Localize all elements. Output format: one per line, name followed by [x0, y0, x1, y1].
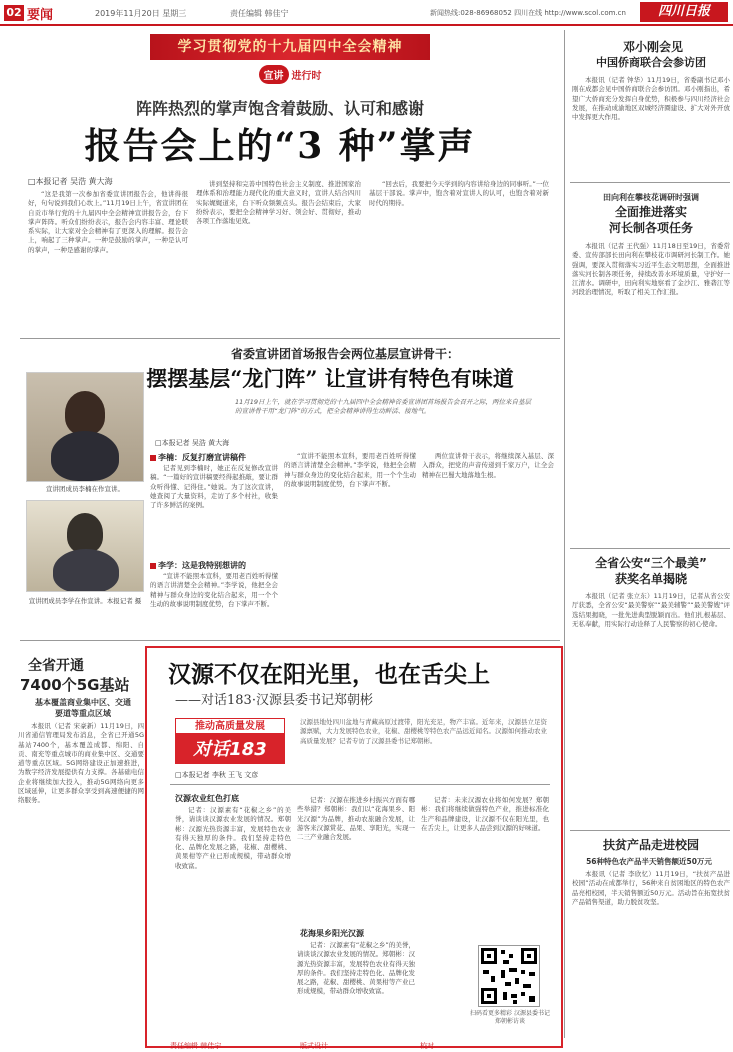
second-body-col1: 记者见到李楠时，她正在反复修改宣讲稿。“一篇好的宣讲稿要经得起推敲，要让群众听得懂、记得住。”她说。为了这次宣讲，她查阅了大量资料，走访了多个村社，收集了许多鲜活的案例。: [150, 464, 278, 510]
second-body-col1b: “宣讲不能照本宣科，要用老百姓听得懂的语言讲清楚全会精神。”李学说，他把全会精神与群众身边的变化结合起来，用一个个生动的故事说明制度优势，台下掌声不断。: [150, 572, 278, 608]
masthead-editor: 责任编辑 韩佳宁: [230, 9, 289, 18]
square-bullet-icon: [150, 455, 156, 461]
lead-headline: 报告会上的“3 种”掌声: [84, 125, 476, 167]
footer-editor: 责任编辑 韩佳宁: [170, 1042, 222, 1050]
feature-body-col3: 记者：未来汉源农业将如何发展？郑朝彬：我们将继续做强特色产业，推进标准化生产和品牌建设，让汉源不仅在阳光里，也在舌尖上，让更多人品尝到汉源的好味道。: [421, 796, 549, 832]
photo-caption-1: 宣讲团成员李楠在作宣讲。: [46, 485, 124, 493]
newspaper-logo: 四川日报: [640, 2, 728, 22]
news-hotline: 新闻热线:028-86968052 四川在线 http://www.scol.com.cn: [430, 9, 626, 17]
issue-date: 2019年11月20日 星期三: [95, 9, 187, 18]
section-name: 要闻: [27, 8, 54, 23]
subhead-lixue: 李学：这是我特别想讲的: [150, 560, 246, 571]
photo-caption-2: 宣讲团成员李学在作宣讲。本报记者 摄: [28, 597, 142, 605]
5g-title-line2: 7400个5G基站: [20, 676, 130, 694]
page-number: 02: [4, 5, 24, 21]
masthead: [0, 0, 733, 26]
feature-body-col2: 记者：汉源在推进乡村振兴方面有哪些举措？郑朝彬：我们以“花海果乡、阳光汉源”为品牌，推动农旅融合发展，让游客来汉源赏花、品果、享阳光，实现一二三产业融合发展。: [297, 796, 415, 842]
5g-title-line1: 全省开通: [28, 658, 84, 674]
second-kicker: 省委宣讲团首场报告会两位基层宣讲骨干：: [230, 347, 459, 361]
column-divider: [564, 30, 565, 1038]
5g-subtitle-1: 基本覆盖商业集中区、交通: [35, 698, 131, 707]
feature-headline: 汉源不仅在阳光里，也在舌尖上: [168, 661, 490, 688]
divider: [20, 338, 560, 339]
second-body-col2: “宣讲不能照本宣科，要用老百姓听得懂的语言讲清楚全会精神。”李学说，他把全会精神与群众身边的变化结合起来，用一个个生动的故事说明制度优势，台下掌声不断。: [284, 452, 416, 488]
qr-code[interactable]: [478, 945, 540, 1007]
divider: [570, 182, 730, 183]
second-body-col3: 两位宣讲骨干表示，将继续深入基层、深入群众，把党的声音传递到千家万户，让全会精神在巴蜀大地落地生根。: [422, 452, 554, 479]
badge-top-text: 推动高质量发展: [175, 718, 285, 734]
xuanjiang-badge: 宣讲: [259, 65, 289, 84]
divider: [570, 548, 730, 549]
r2-body: 本报讯（记者 王代强）11月18日至19日，省委常委、宣传部部长田向利在攀枝花市调研河长制工作。她强调，要深入贯彻落实习近平生态文明思想，全面推进落实河长制各项任务，持续改善水环境质量，守护好一江清水。调研中，田向利实地察看了金沙江、雅砻江等河段治理情况，听取了相关工作汇报。: [572, 242, 730, 297]
badge-bottom-text: 对话183: [193, 739, 267, 760]
photo-linan: [26, 372, 144, 482]
badge-suffix: 进行时: [291, 71, 322, 82]
feature-subtitle: ——对话183·汉源县委书记郑朝彬: [175, 693, 373, 708]
lead-body-col1: “这是我第一次参加省委宣讲团报告会，他讲得很好，句句说到我们心坎上。”11月19日上午，省宣讲团在自贡市举行党的十九届四中全会精神宣讲报告会，台下掌声阵阵。听众们纷纷表示，报告会内容丰富、理论联系实际，让大家对全会精神有了更深入的理解。报告会上，响起了三种掌声。一种是鼓励的掌声，一种是认可的掌声，一种是感谢的掌声。: [28, 190, 188, 254]
second-headline: 摆摆基层“龙门阵” 让宣讲有特色有味道: [146, 366, 514, 391]
lead-body-col2: 讲到坚持和完善中国特色社会主义制度、推进国家治理体系和治理能力现代化的重大意义时，宣讲人结合四川实际娓娓道来，台下听众频频点头。报告会结束后，大家纷纷表示，要把全会精神学习好、领会好、贯彻好，推动各项工作落地见效。: [196, 180, 361, 226]
r4-body: 本报讯（记者 李欣忆）11月19日，“扶贫产品进校园”活动在成都举行，56种来自贫困地区的特色农产品亮相校园，半天销售额近50万元。活动旨在拓宽扶贫产品销售渠道，助力脱贫攻坚。: [572, 870, 730, 906]
r3-title-line1: 全省公安“三个最美”: [595, 556, 707, 570]
r4-subtitle: 56种特色农产品半天销售额近50万元: [586, 857, 712, 866]
feature-badge: [175, 718, 285, 764]
feature-body-col2b: 记者：汉源素有“花椒之乡”的美誉，请谈谈汉源农业发展的情况。郑朝彬：汉源光热资源丰富，发展特色农业有得天独厚的条件。我们坚持走特色化、品牌化发展之路，花椒、甜樱桃、黄果柑等产业已形成规模，带动群众增收致富。: [297, 941, 415, 996]
lead-kicker: 阵阵热烈的掌声饱含着鼓励、认可和感谢: [135, 99, 424, 118]
r1-body: 本报讯（记者 钟华）11月19日，省委副书记邓小刚在成都会见中国侨商联合会参访团。邓小刚指出，希望广大侨商充分发挥自身优势，积极参与四川经济社会发展，在推动成渝地区双城经济圈建设、扩大对外开放中发挥更大作用。: [572, 76, 730, 122]
5g-body: 本报讯（记者 宋豪新）11月19日，四川省通信管理局发布消息，全省已开通5G基站7400个，基本覆盖成都、绵阳、自贡、南充等重点城市的商业集中区、交通要道等重点区域。5G网络建设正加速推进，为数字经济发展提供有力支撑。各基础电信企业将继续加大投入，推动5G网络向更多区域延伸，让更多群众享受到高速便捷的网络服务。: [18, 722, 144, 805]
footer-layout: 版式设计: [300, 1042, 328, 1050]
divider: [20, 640, 560, 641]
r2-kicker: 田向利在攀枝花调研时强调: [603, 193, 699, 202]
topic-banner: 学习贯彻党的十九届四中全会精神: [150, 34, 430, 60]
topic-badge: [245, 64, 335, 86]
feature-body-col1: 记者：汉源素有“花椒之乡”的美誉，请谈谈汉源农业发展的情况。郑朝彬：汉源光热资源丰富，发展特色农业有得天独厚的条件。我们坚持走特色化、品牌化发展之路，花椒、甜樱桃、黄果柑等产业已形成规模，带动群众增收致富。: [175, 806, 291, 870]
second-lead: 11月19日上午，就在学习贯彻党的十九届四中全会精神省委宣讲团首场报告会召开之际，两位来自基层的宣讲骨干用“龙门阵”的方式，把全会精神讲得生动鲜活、接地气。: [235, 398, 532, 415]
feature-subhead-2: 花海果乡阳光汉源: [300, 929, 364, 938]
r3-body: 本报讯（记者 张立东）11月19日，记者从省公安厅获悉，全省公安“最美警察”“最美辅警”“最美警嫂”评选结果揭晓，一批先进典型脱颖而出。他们扎根基层、无私奉献，用实际行动诠释了人民警察的初心使命。: [572, 592, 730, 628]
r2-title-line1: 全面推进落实: [614, 205, 687, 219]
square-bullet-icon: [150, 563, 156, 569]
5g-subtitle-2: 要道等重点区域: [55, 709, 111, 718]
divider: [570, 830, 730, 831]
divider: [170, 784, 550, 785]
footer-proof: 校对: [420, 1042, 434, 1050]
feature-subhead-1: 汉源农业红色打底: [175, 794, 239, 803]
r1-title-line1: 邓小刚会见: [622, 40, 683, 54]
lead-body-col3: “回去后，我要把今天学到的内容讲给身边的同事听。”一位基层干部说。掌声中，饱含着对宣讲人的认可，也饱含着对新时代的期待。: [369, 180, 549, 207]
r4-title: 扶贫产品走进校园: [602, 838, 699, 852]
r3-title-line2: 获奖名单揭晓: [614, 572, 687, 586]
r2-title-line2: 河长制各项任务: [608, 221, 693, 235]
second-byline: □本报记者 吴浩 黄大海: [155, 439, 230, 447]
footer-credits: [0, 1040, 733, 1052]
qr-caption: 扫码看更多精彩 汉源县委书记郑朝彬访谈: [470, 1010, 550, 1025]
lead-byline: □本报记者 吴浩 黄大海: [28, 177, 113, 186]
r1-title-line2: 中国侨商联合会参访团: [596, 56, 706, 69]
subhead-linan: 李楠：反复打磨宣讲稿件: [150, 452, 246, 463]
feature-lead: 汉源县地处四川盆地与青藏高原过渡带，阳光充足，物产丰富。近年来，汉源县立足资源禀赋，大力发展特色农业，花椒、甜樱桃等特色农产品远近闻名。汉源如何推动农业高质量发展？记者专访了汉源县委书记郑朝彬。: [300, 718, 547, 745]
photo-lixue: [26, 500, 144, 592]
feature-byline: □本报记者 李秋 王飞 文彦: [175, 771, 259, 779]
